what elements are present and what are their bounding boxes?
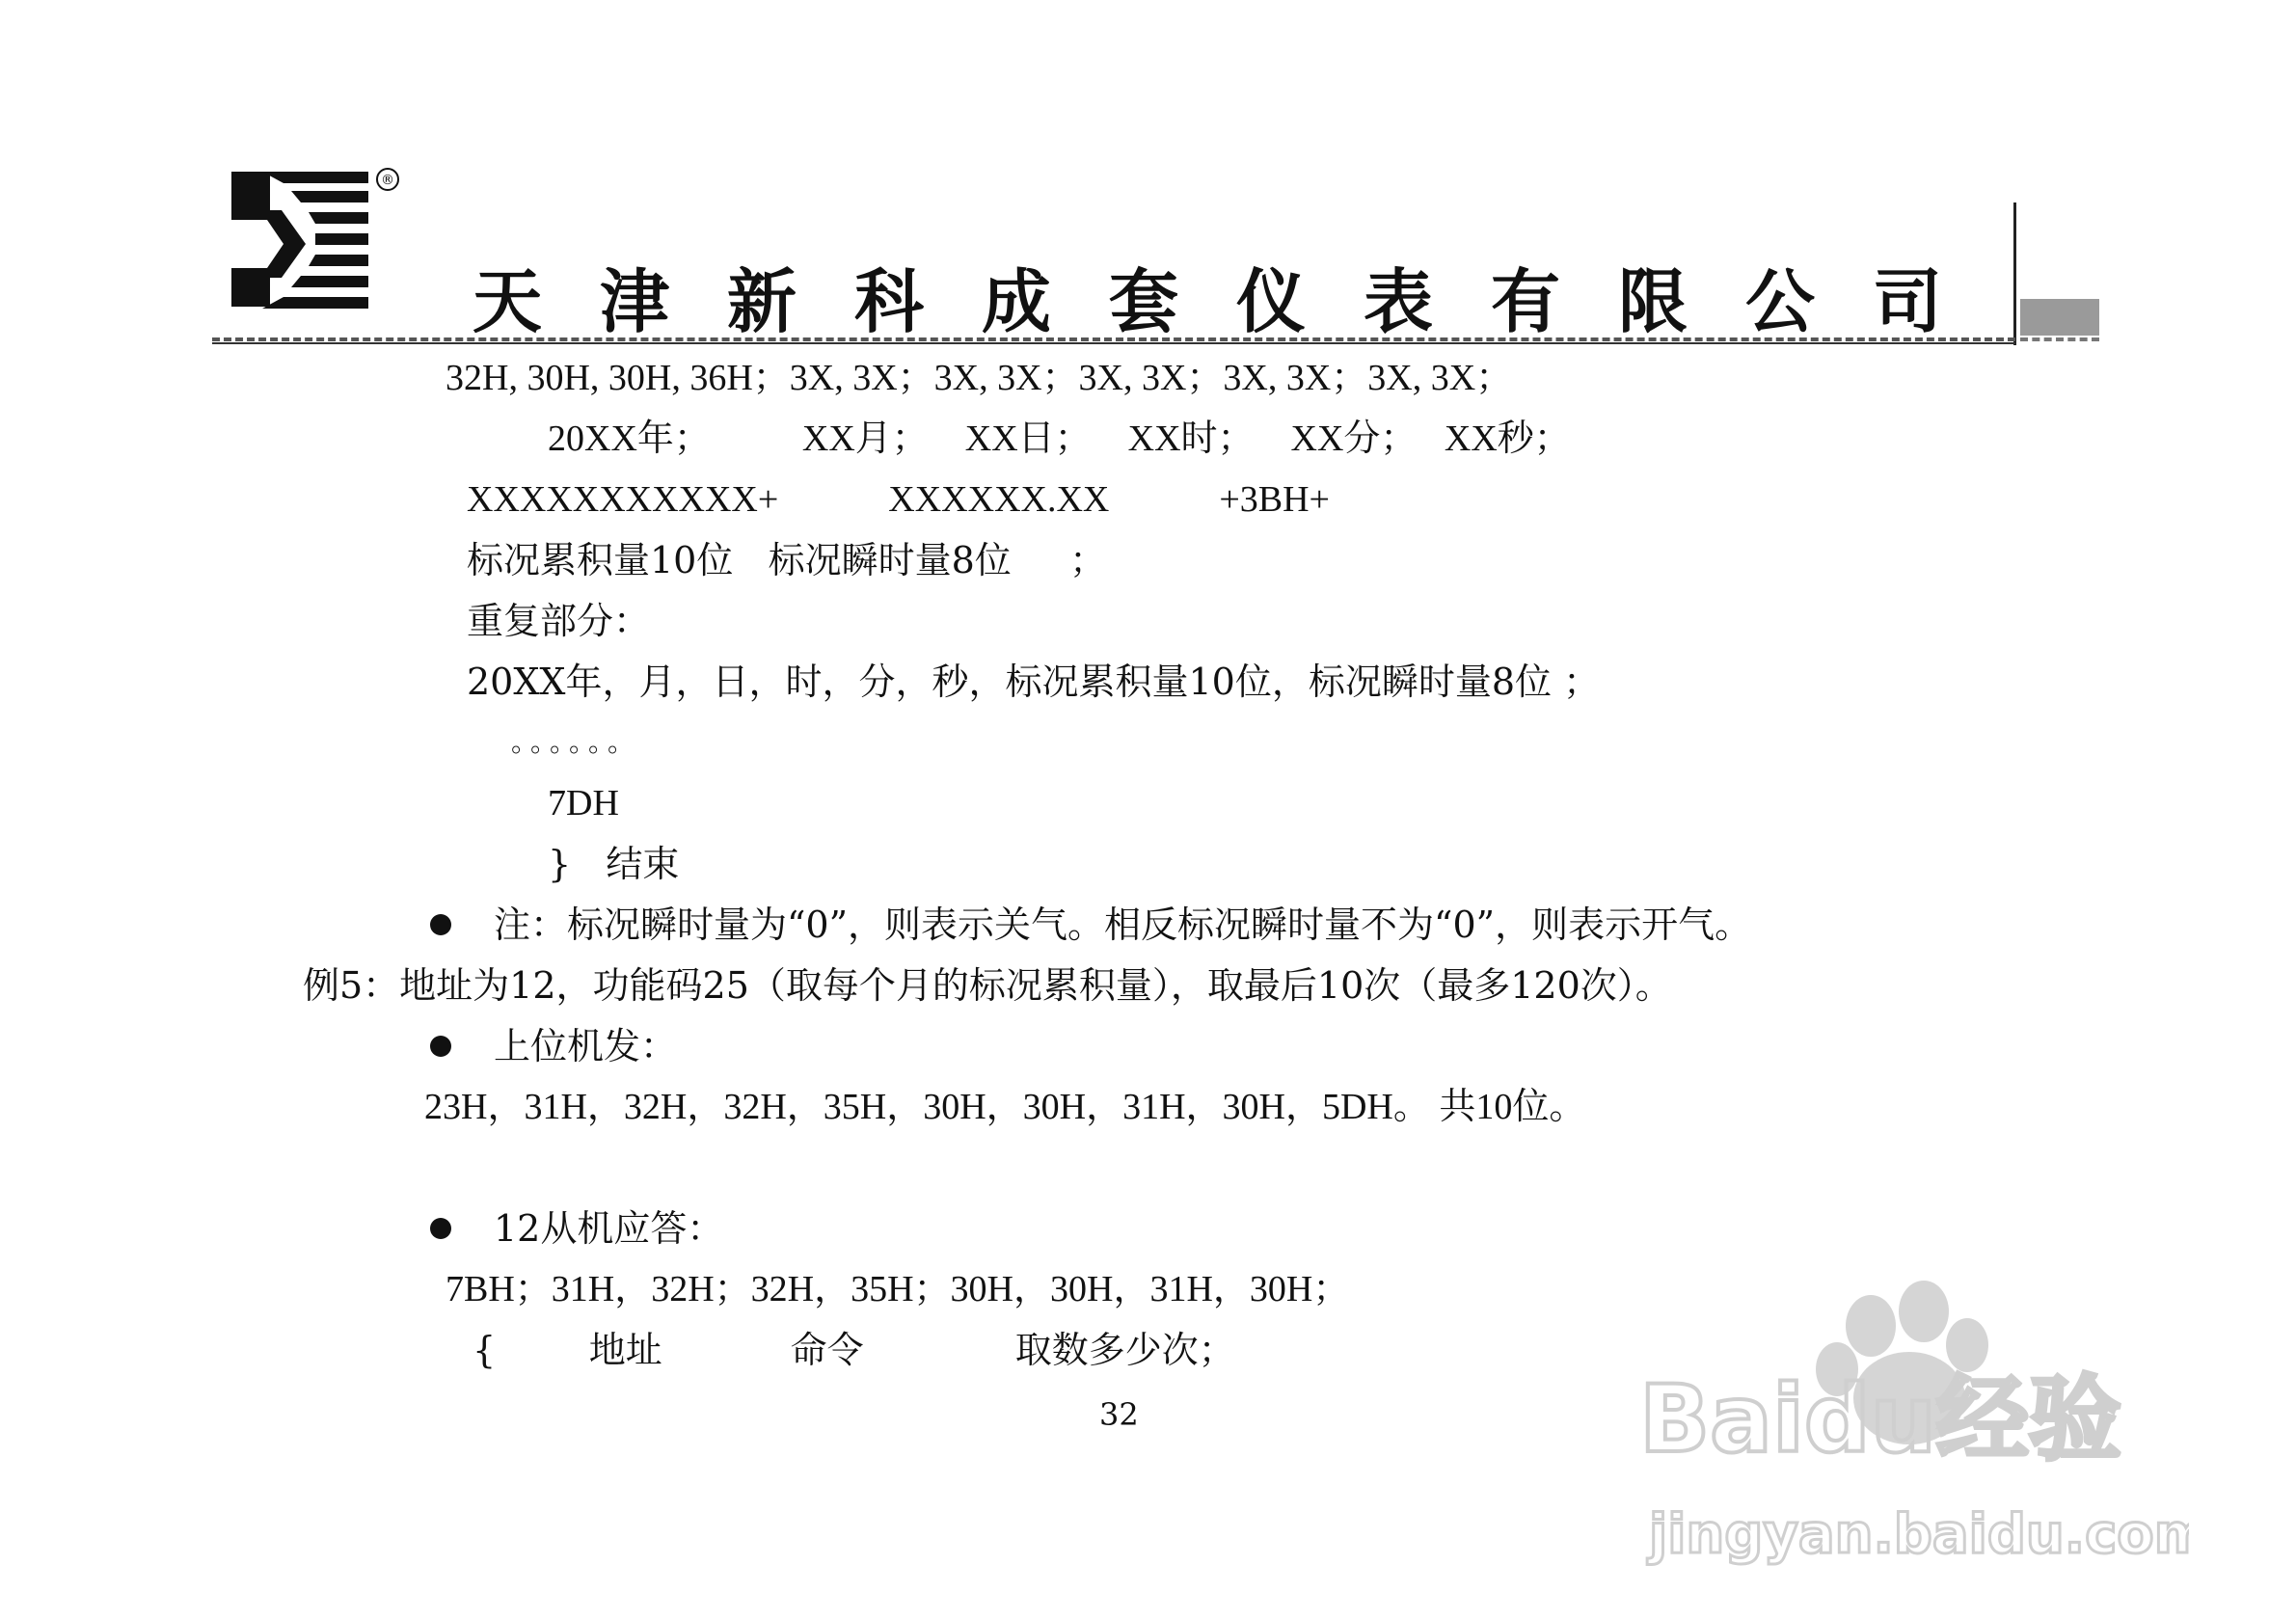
note-line: 注：标况瞬时量为“0”，则表示关气。相反标况瞬时量不为“0”，则表示开气。 [494, 904, 1752, 946]
bullet-icon [430, 914, 451, 935]
header-dashed-rule [212, 337, 2015, 341]
registered-mark: ® [381, 173, 394, 188]
text-line: 20XX年； XX月； XX日； XX时； XX分； XX秒； [548, 418, 1571, 459]
text-line: 7DH [548, 783, 619, 823]
watermark-url: jingyan.baidu.com [1649, 1503, 2189, 1566]
text-line: 重复部分： [467, 600, 651, 642]
header-rule [212, 342, 2015, 344]
header-gray-tab [2020, 299, 2099, 336]
header-tab-dash [2020, 337, 2099, 341]
example-heading: 例5：地址为12，功能码25（取每个月的标况累积量），取最后10次（最多120次）。 [303, 964, 1672, 1007]
text-line: 23H，31H，32H，32H，35H，30H，30H，31H，30H，5DH。 共10位。 [424, 1087, 1586, 1127]
text-line: 。。。。。。 [511, 726, 641, 758]
text-line: 标况累积量10位 标况瞬时量8位 ； [467, 539, 1107, 581]
text-line: { 地址 命令 取数多少次； [473, 1329, 1235, 1371]
text-line: 12从机应答： [494, 1207, 724, 1250]
text-line: 上位机发： [494, 1025, 678, 1067]
text-line: XXXXXXXXXXX+ XXXXXX.XX +3BH+ [467, 479, 1330, 520]
baidu-watermark [1630, 1273, 2189, 1572]
bullet-icon [430, 1036, 451, 1057]
text-line: } 结束 [548, 843, 680, 885]
text-line: 7BH；31H，32H；32H，35H；30H，30H，31H，30H； [446, 1269, 1350, 1309]
company-name: 天津新科成套仪表有限公司 [473, 261, 2001, 342]
header-vertical-rule [2013, 202, 2016, 345]
watermark-brand: Baidu经验 [1639, 1365, 2121, 1473]
company-logo [224, 162, 407, 316]
text-line: 32H, 30H, 30H, 36H；3X, 3X；3X, 3X；3X, 3X；3X, 3X；3X, 3X； [446, 358, 1513, 398]
bullet-icon [430, 1218, 451, 1239]
page-number: 32 [1099, 1396, 1139, 1433]
text-line: 20XX年，月，日，时，分，秒，标况累积量10位，标况瞬时量8位 ； [467, 661, 1601, 703]
